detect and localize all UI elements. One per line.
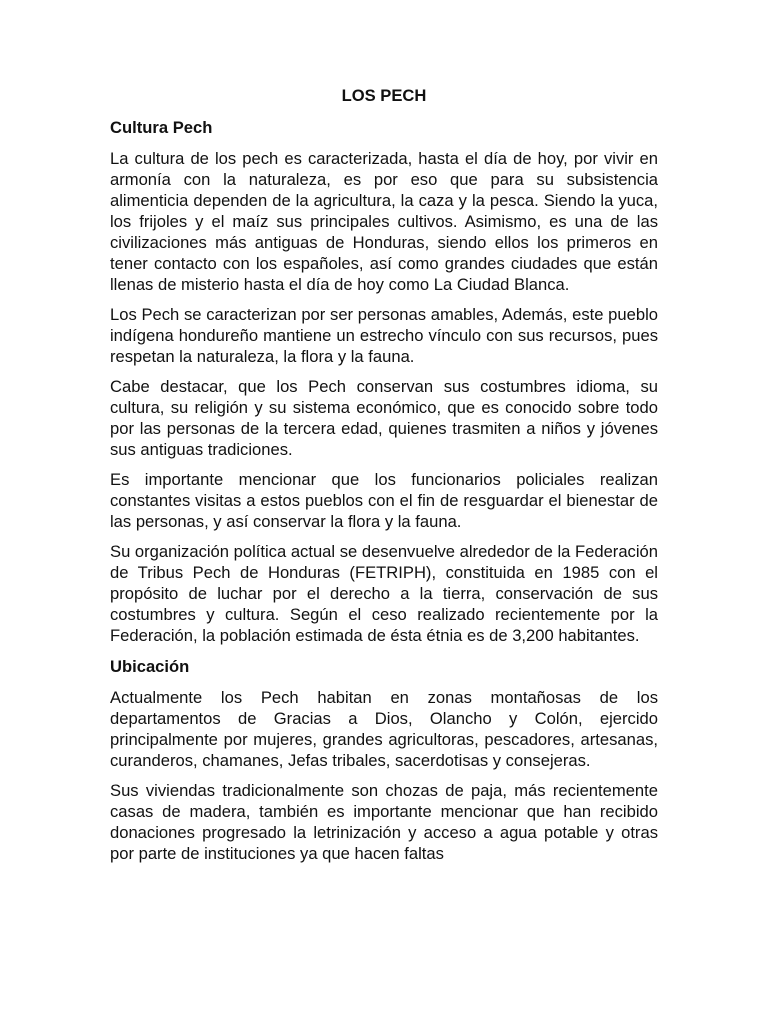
section-heading-ubicacion: Ubicación: [110, 657, 190, 676]
document-title: LOS PECH: [341, 86, 427, 105]
section-cultura-pech: [110, 116, 658, 646]
section-ubicacion: [110, 655, 658, 864]
paragraph: Actualmente los Pech habitan en zonas montañosas de los departamentos de Gracias a Dios, Olancho y Colón, ejercido principalmente por mujeres, grandes agricultoras, pescadores, artesanas, curanderos, chamanes, Jefas tribales, sacerdotisas y consejeras.: [110, 688, 658, 770]
paragraph: Su organización política actual se desenvuelve alrededor de la Federación de Tribus Pech de Honduras (FETRIPH), constituida en 1985 con el propósito de luchar por el derecho a la tierra, conservación de sus costumbres y cultura. Según el ceso realizado recientemente por la Federación, la población estimada de ésta étnia es de 3,200 habitantes.: [110, 542, 658, 645]
paragraph: Cabe destacar, que los Pech conservan sus costumbres idioma, su cultura, su religión y su sistema económico, que es conocido sobre todo por las personas de la tercera edad, quienes trasmiten a niños y jóvenes sus antiguas tradiciones.: [110, 377, 658, 459]
document-page: [110, 84, 658, 873]
section-heading-cultura-pech: Cultura Pech: [110, 118, 213, 137]
paragraph: Los Pech se caracterizan por ser personas amables, Además, este pueblo indígena hondureño mantiene un estrecho vínculo con sus recursos, pues respetan la naturaleza, la flora y la fauna.: [110, 305, 658, 366]
paragraph: La cultura de los pech es caracterizada, hasta el día de hoy, por vivir en armonía con la naturaleza, es por eso que para su subsistencia alimenticia dependen de la agricultura, la caza y la pesca. Siendo la yuca, los frijoles y el maíz sus principales cultivos. Asimismo, es una de las civilizaciones más antiguas de Honduras, siendo ellos los primeros en tener contacto con los españoles, así como grandes ciudades que están llenas de misterio hasta el día de hoy como La Ciudad Blanca.: [110, 149, 658, 294]
paragraph: Es importante mencionar que los funcionarios policiales realizan constantes visitas a estos pueblos con el fin de resguardar el bienestar de las personas, y así conservar la flora y la fauna.: [110, 470, 658, 531]
paragraph: Sus viviendas tradicionalmente son chozas de paja, más recientemente casas de madera, también es importante mencionar que han recibido donaciones progresado la letrinización y acceso a agua potable y otras por parte de instituciones ya que hacen faltas: [110, 781, 658, 863]
